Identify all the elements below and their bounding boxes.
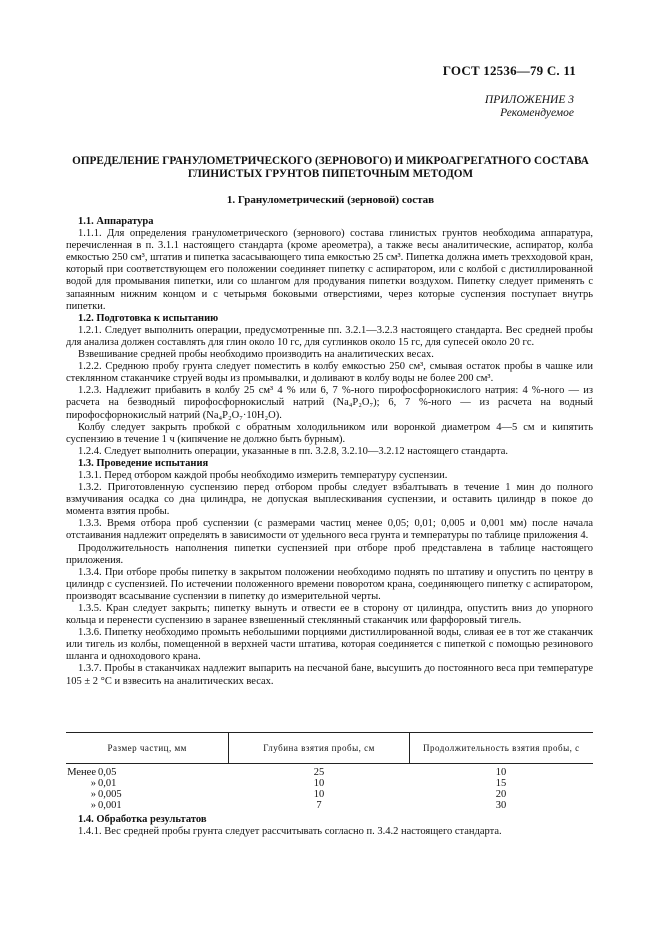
paragraph-1-2-3: 1.2.3. Надлежит прибавить в колбу 25 см³ 4 % или 6, 7 %-ного пирофосфорнокислого натрия: 4 %-ного — из расчета на безводный пирофосфорнокислый натрий (Na₄P₂O₇); 6, 7 %-ного — из расчета на водный пирофосфорнокислый натрий (Na₄P₂O₇·10H₂O).: [66, 385, 593, 421]
table-cell-depth: 10: [313, 789, 325, 800]
table-cell-size: 0,005: [98, 789, 122, 800]
table-header-row: [66, 733, 593, 763]
table-row: [66, 778, 593, 789]
table-cell-size: 0,01: [98, 778, 117, 789]
table-cell-depth: 10: [313, 778, 325, 789]
paragraph-1-2-2: 1.2.2. Среднюю пробу грунта следует поместить в колбу емкостью 250 см³, смывая остаток пробы в чашке или стеклянном стаканчике струей воды из промывалки, и доливают в колбу воды не более 200 см³.: [66, 361, 593, 385]
table-cell-duration: 10: [495, 767, 507, 778]
table-row: [66, 767, 593, 778]
table-cell-duration: 20: [495, 789, 507, 800]
paragraph-1-3-3: 1.3.3. Время отбора проб суспензии (с размерами частиц менее 0,05; 0,01; 0,005 и 0,001 мм) после начала отстаивания надлежит определять в зависимости от удельного веса грунта и температуры по таблице приложения 4.: [66, 518, 593, 542]
table-row: [66, 800, 593, 811]
paragraph-1-3-6: 1.3.6. Пипетку необходимо промыть небольшими порциями дистиллированной воды, сливая ее в тот же стаканчик или тигель из колбы, помещенной в верхней части штатива, которая соединяется с пипеткой с помощью резинового шланга и одноходового крана.: [66, 627, 593, 663]
paragraph-1-3-4: 1.3.4. При отборе пробы пипетку в закрытом положении необходимо поднять по штативу и опустить по центру в цилиндр с суспензией. По истечении положенного времени поворотом крана, соединяющего пипетку с аспиратором, производят всасывание суспензии в пипетку до измерительной черты.: [66, 566, 593, 602]
document-body: [66, 216, 593, 688]
paragraph-1-3-1: 1.3.1. Перед отбором каждой пробы необходимо измерить температуру суспензии.: [78, 469, 448, 481]
paragraph-1-2-1b: Взвешивание средней пробы необходимо производить на аналитических весах.: [78, 349, 434, 361]
sampling-table: [66, 732, 593, 811]
paragraph-1-2-3b: Колбу следует закрыть пробкой с обратным холодильником или воронкой диаметром 4—5 см и кипятить суспензию в течение 1 ч (кипячение не должно быть бурным).: [66, 421, 593, 445]
table-cell-duration: 15: [495, 778, 507, 789]
table-header-duration: Продолжительность взятия пробы, с: [423, 743, 580, 753]
heading-1-2: 1.2. Подготовка к испытанию: [78, 312, 219, 324]
table-cell-size: 0,05: [98, 767, 117, 778]
table-row: [66, 789, 593, 800]
table-cell-depth: 7: [316, 800, 322, 811]
table-header-size: Размер частиц, мм: [107, 743, 187, 753]
heading-1-4: 1.4. Обработка результатов: [78, 814, 207, 825]
appendix-status: Рекомендуемое: [500, 107, 574, 119]
table-cell-size: 0,001: [98, 800, 122, 811]
table-header-depth: Глубина взятия пробы, см: [228, 733, 409, 763]
table-cell-qualifier: Менее: [67, 767, 96, 778]
paragraph-1-3-2: 1.3.2. Приготовленную суспензию перед отбором пробы следует взбалтывать в течение 1 мин до полного взмучивания осадка со дна цилиндра, не допуская выплескивания суспензии, и оставить цилиндр в покое до момента взятия пробы.: [66, 482, 593, 518]
table-cell-depth: 25: [313, 767, 325, 778]
paragraph-1-3-5: 1.3.5. Кран следует закрыть; пипетку вынуть и отвести ее в сторону от цилиндра, опустить вниз до упорного кольца и перенести суспензию в заранее взвешенный стеклянный стаканчик или фарфоровый тигель.: [66, 603, 593, 627]
table-cell-duration: 30: [495, 800, 507, 811]
paragraph-1-2-4: 1.2.4. Следует выполнить операции, указанные в пп. 3.2.8, 3.2.10—3.2.12 настоящего стандарта.: [78, 445, 509, 457]
document-title: ОПРЕДЕЛЕНИЕ ГРАНУЛОМЕТРИЧЕСКОГО (ЗЕРНОВОГО) И МИКРОАГРЕГАТНОГО СОСТАВА ГЛИНИСТЫХ ГРУНТОВ ПИПЕТОЧНЫМ МЕТОДОМ: [72, 155, 589, 180]
page-header: ГОСТ 12536—79 С. 11: [442, 63, 576, 78]
table-body: [66, 764, 593, 811]
table-cell-qualifier: »: [90, 800, 96, 811]
table-cell-qualifier: »: [90, 778, 96, 789]
paragraph-1-3-3b: Продолжительность наполнения пипетки суспензией при отборе проб представлена в таблице настоящего приложения.: [66, 542, 593, 566]
appendix-label-block: [485, 94, 574, 120]
section-heading: 1. Гранулометрический (зерновой) состав: [226, 194, 435, 206]
heading-1-1: 1.1. Аппаратура: [78, 216, 154, 227]
paragraph-1-2-1: 1.2.1. Следует выполнить операции, предусмотренные пп. 3.2.1—3.2.3 настоящего стандарта. Вес средней пробы для анализа должен составлять для глин около 10 гс, для суглинков около 15 гс, для супесей около 20 гс.: [66, 324, 593, 348]
paragraph-1-3-7: 1.3.7. Пробы в стаканчиках надлежит выпарить на песчаной бане, высушить до постоянного веса при температуре 105 ± 2 °С и взвесить на аналитических весах.: [66, 663, 593, 687]
paragraph-1-4-1: 1.4.1. Вес средней пробы грунта следует рассчитывать согласно п. 3.4.2 настоящего стандарта.: [78, 826, 502, 838]
results-section: [66, 814, 593, 838]
table-cell-qualifier: »: [90, 789, 96, 800]
paragraph-1-1-1: 1.1.1. Для определения гранулометрического (зернового) состава глинистых грунтов необходима аппаратура, перечисленная в п. 3.1.1 настоящего стандарта (кроме ареометра), а также весы аналитические, аспиратор, колба емкостью 250 см³, штатив и пипетка засасывающего типа емкостью 25 см³. Пипетка должна иметь трехходовой кран, который при соответствующем его положении соединяет пипетку с аспиратором, или с колбой с дистиллированной водой для промывания пипетки, или со шлангом для продувания пипетки воздухом. Пипетку следует применять с запаянным нижним концом и с четырьмя боковыми отверстиями, через которые суспензия поступает внутрь пипетки.: [66, 228, 593, 312]
appendix-label: ПРИЛОЖЕНИЕ 3: [484, 94, 574, 106]
heading-1-3: 1.3. Проведение испытания: [78, 457, 209, 469]
